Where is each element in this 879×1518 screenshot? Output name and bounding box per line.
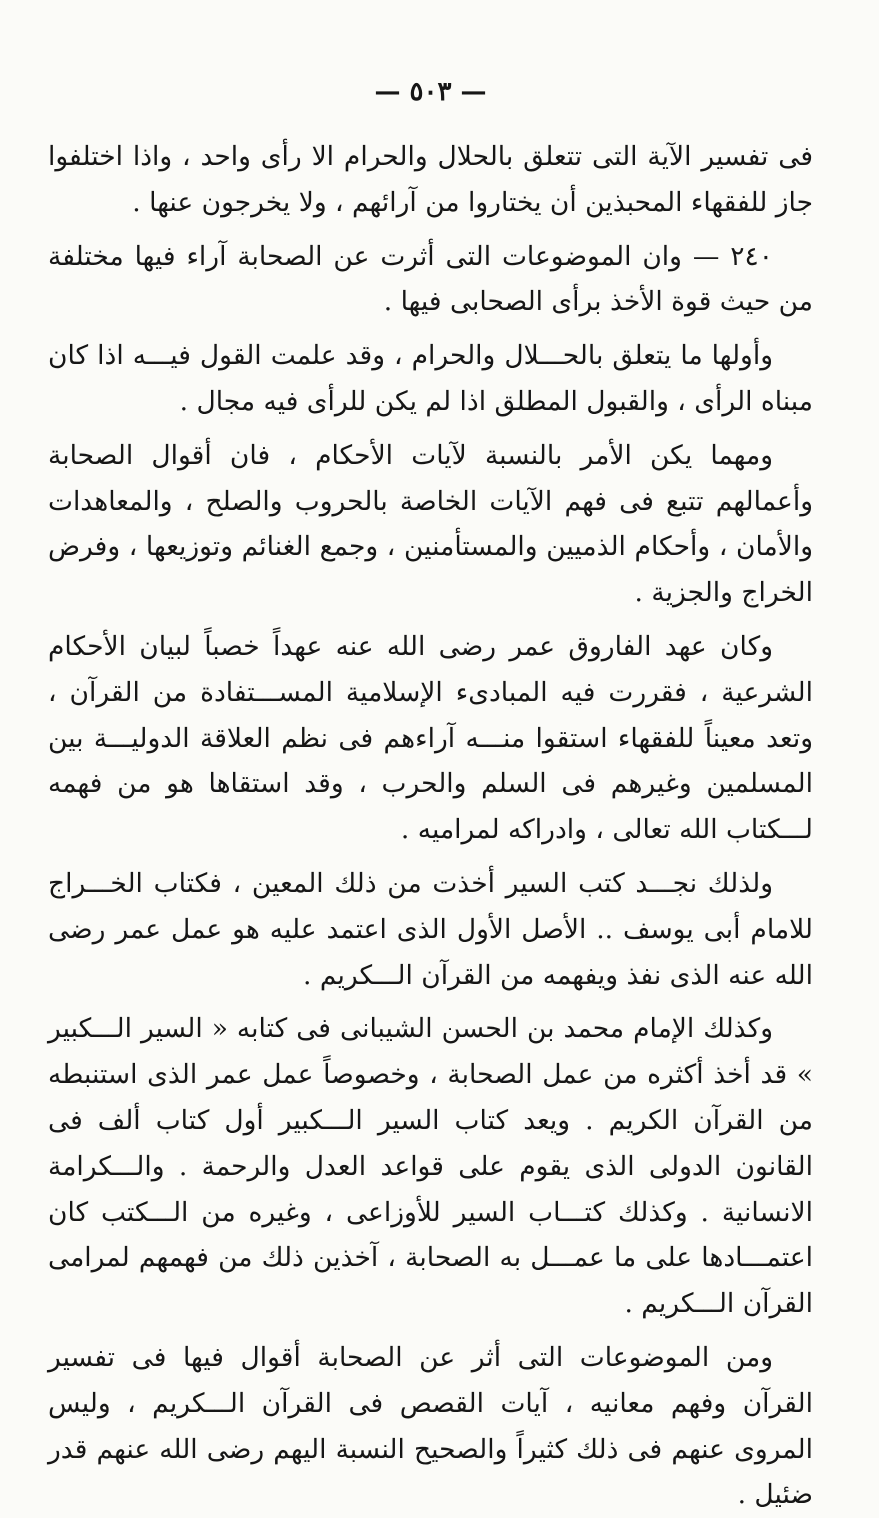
paragraph-1: فى تفسير الآية التى تتعلق بالحلال والحرام الا رأى واحد ، واذا اختلفوا جاز للفقهاء المحبذين أن يختاروا من آرائهم ، ولا يخرجون عنها . (48, 141, 813, 218)
page-number: — ٥٠٣ — (374, 77, 487, 107)
paragraph-4: ومهما يكن الأمر بالنسبة لآيات الأحكام ، فان أقوال الصحابة وأعمالهم تتبع فى فهم الآيات الخاصة بالحروب والصلح ، والمعاهدات والأمان ، وأحكام الذميين والمستأمنين ، وجمع الغنائم وتوزيعها ، وفرض الخراج والجزية . (48, 439, 813, 609)
paragraph-3: وأولها ما يتعلق بالحـــلال والحرام ، وقد علمت القول فيـــه اذا كان مبناه الرأى ، والقبول المطلق اذا لم يكن للرأى فيه مجال . (48, 340, 813, 417)
paragraph-7: وكذلك الإمام محمد بن الحسن الشيبانى فى كتابه « السير الـــكبير » قد أخذ أكثره من عمل الصحابة ، وخصوصاً عمل عمر الذى استنبطه من القرآن الكريم . ويعد كتاب السير الـــكبير أول كتاب ألف فى القانون الدولى الذى يقوم على قواعد العدل والرحمة . والـــكرامة الانسانية . وكذلك كتـــاب السير للأوزاعى ، وغيره من الـــكتب كان اعتمـــادها على ما عمـــل به الصحابة ، آخذين ذلك من فهمهم لمرامى القرآن الـــكريم . (48, 1013, 813, 1320)
paragraph-8: ومن الموضوعات التى أثر عن الصحابة أقوال فيها فى تفسير القرآن وفهم معانيه ، آيات القصص فى القرآن الـــكريم ، وليس المروى عنهم فى ذلك كثيراً والصحيح النسبة اليهم رضى الله عنهم قدر ضئيل . (48, 1341, 813, 1511)
paragraph-5: وكان عهد الفاروق عمر رضى الله عنه عهداً خصباً لبيان الأحكام الشرعية ، فقررت فيه المبادىء الإسلامية المســـتفادة من القرآن ، وتعد معيناً للفقهاء استقوا منـــه آراءهم فى نظم العلاقة الدوليـــة بين المسلمين وغيرهم فى السلم والحرب ، وقد استقاها هو من فهمه لـــكتاب الله تعالى ، وادراكه لمراميه . (48, 630, 813, 846)
paragraph-2: ٢٤٠ — وان الموضوعات التى أثرت عن الصحابة آراء فيها مختلفة من حيث قوة الأخذ برأى الصحابى فيها . (48, 240, 813, 318)
body-text (48, 134, 813, 1518)
paragraph-6: ولذلك نجـــد كتب السير أخذت من ذلك المعين ، فكتاب الخـــراج للامام أبى يوسف .. الأصل الأول الذى اعتمد عليه هو عمل عمر رضى الله عنه الذى نفذ ويفهمه من القرآن الـــكريم . (48, 867, 813, 991)
